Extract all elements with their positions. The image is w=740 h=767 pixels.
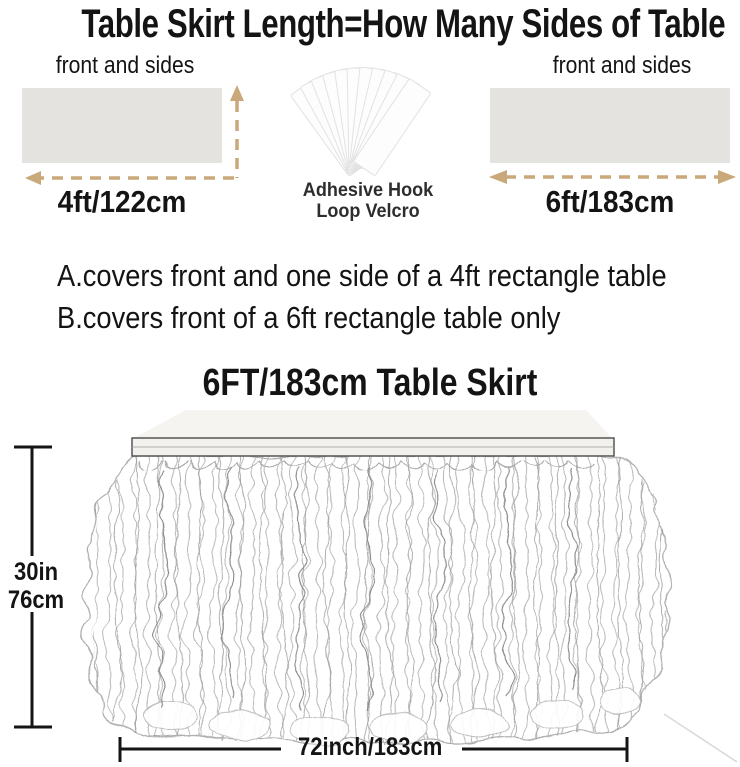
table-6ft-rectangle <box>490 88 730 163</box>
table-4ft-rectangle <box>22 88 222 163</box>
height-label-inches: 30in <box>13 558 59 586</box>
table-skirt-illustration <box>83 410 737 762</box>
panel-6ft-diagram <box>489 88 736 184</box>
note-line-b: B.covers front of a 6ft rectangle table only <box>57 300 561 335</box>
table-edge-band <box>132 438 614 456</box>
note-line-a: A.covers front and one side of a 4ft rectangle table <box>57 258 667 293</box>
floor-shadow-line <box>664 714 737 762</box>
dimension-label-6ft: 6ft/183cm <box>545 184 675 219</box>
arrow-left-icon <box>25 171 41 185</box>
dimension-label-4ft: 4ft/122cm <box>57 184 187 219</box>
label-front-and-sides-right: front and sides <box>552 52 692 79</box>
velcro-fan <box>290 67 431 176</box>
height-label-cm: 76cm <box>7 586 65 614</box>
arrow-right-icon <box>718 170 736 184</box>
width-label: 72inch/183cm <box>298 733 443 761</box>
arrow-up-icon <box>230 85 244 101</box>
page-title: Table Skirt Length=How Many Sides of Table <box>81 2 726 46</box>
tabletop-surface <box>134 410 612 438</box>
velcro-caption-line2: Loop Velcro <box>316 201 420 222</box>
height-label <box>4 558 67 614</box>
figure-heading: 6FT/183cm Table Skirt <box>202 362 538 404</box>
label-front-and-sides-left: front and sides <box>55 52 195 79</box>
arrow-left-icon <box>489 170 507 184</box>
velcro-caption <box>292 180 444 222</box>
velcro-caption-line1: Adhesive Hook <box>302 180 434 201</box>
panel-4ft-diagram <box>22 85 244 185</box>
